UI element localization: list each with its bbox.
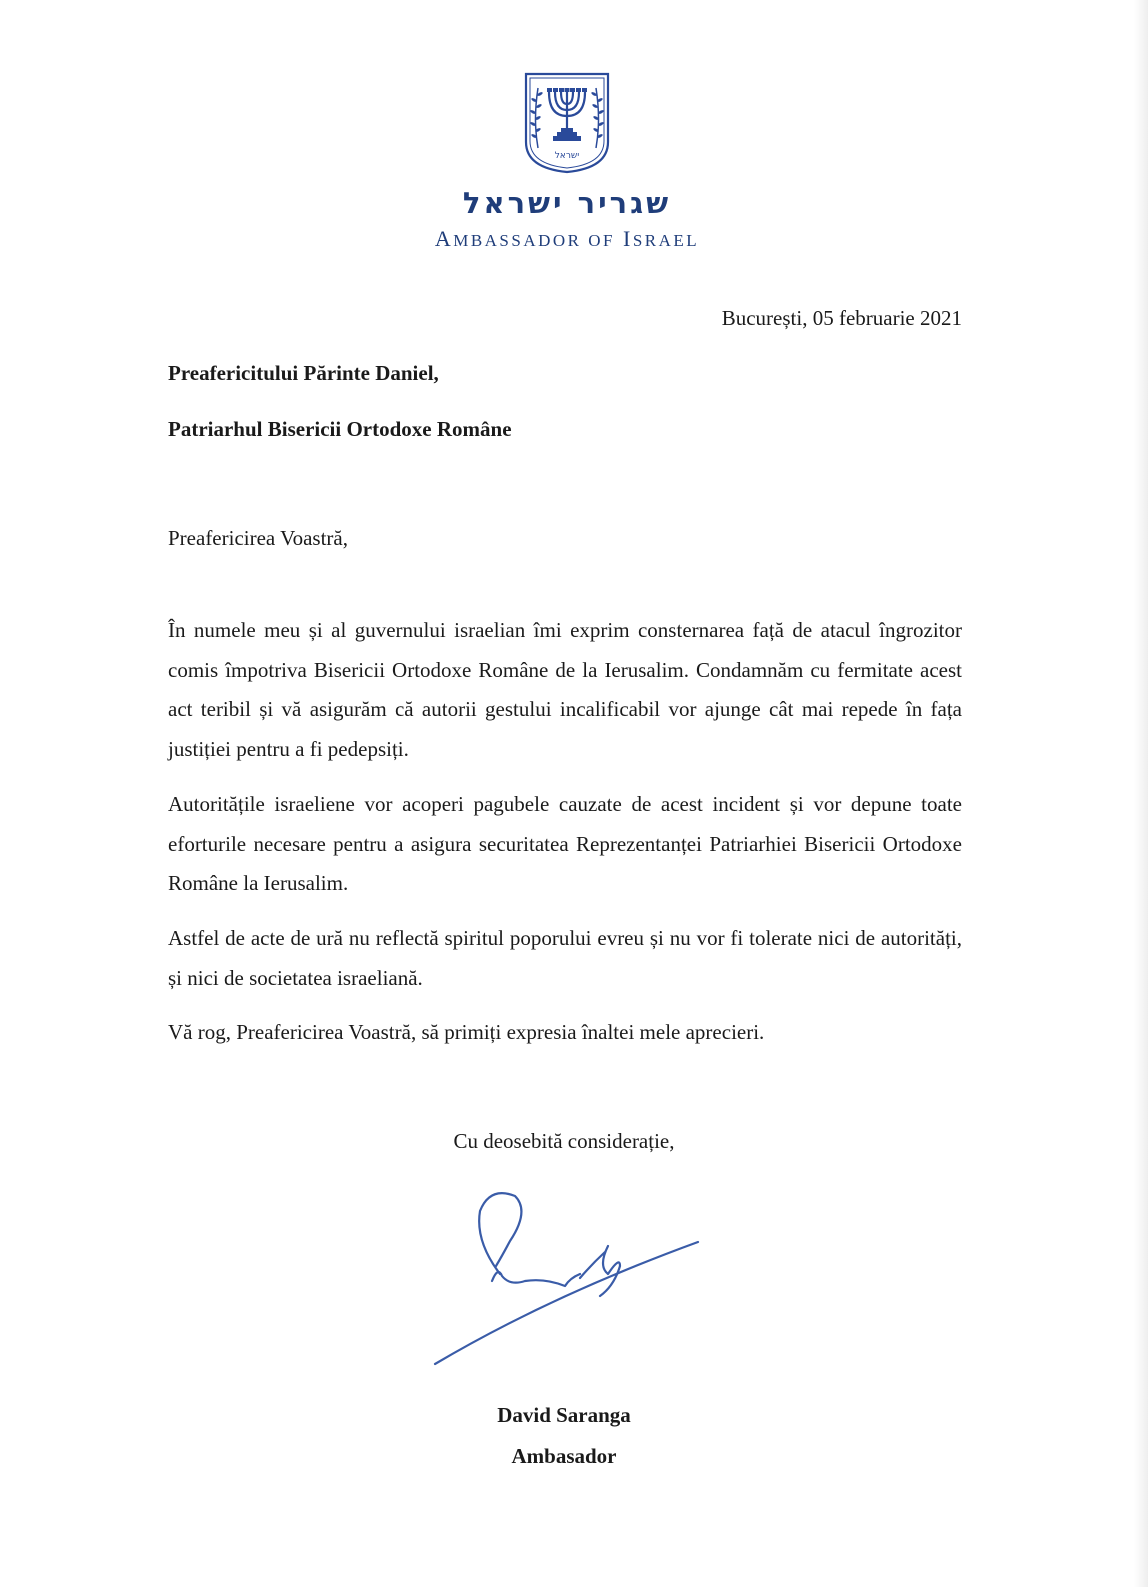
letter-date: București, 05 februarie 2021 (721, 306, 962, 330)
hebrew-letterhead-title: שגריר ישראל (462, 186, 672, 220)
english-title-cap-2: I (623, 226, 633, 251)
recipient-name: Preafericitului Părinte Daniel, (168, 361, 439, 385)
emblem-of-israel-icon (524, 72, 610, 174)
english-title-cap-1: A (434, 226, 454, 251)
english-letterhead-title (0, 226, 1134, 252)
page-edge-shadow (1134, 0, 1148, 1587)
signer-name: David Saranga (497, 1403, 631, 1427)
closing-line: Cu deosebită considerație, (453, 1129, 675, 1153)
body-paragraph-3: Astfel de acte de ură nu reflectă spiritul poporului evreu și nu vor fi tolerate nici de autorități, și nici de societatea israeliană. (168, 926, 962, 990)
body-paragraph-2: Autoritățile israeliene vor acoperi pagubele cauzate de acest incident și vor depune toate eforturile necesare pentru a asigura securitatea Reprezentanței Patriarhiei Bisericii Ortodoxe Române la Ierusalim. (168, 792, 962, 895)
emblem-inscription: ישראל (554, 151, 580, 161)
english-title-rest-1: MBASSADOR OF (453, 231, 615, 250)
signer-role: Ambasador (511, 1444, 617, 1468)
recipient-title: Patriarhul Bisericii Ortodoxe Române (168, 417, 512, 441)
english-title-rest-2: SRAEL (632, 231, 700, 250)
salutation: Preafericirea Voastră, (168, 526, 348, 550)
handwritten-signature (430, 1186, 710, 1371)
body-paragraph-4: Vă rog, Preafericirea Voastră, să primiți expresia înaltei mele aprecieri. (168, 1020, 765, 1044)
body-paragraph-1: În numele meu și al guvernului israelian îmi exprim consternarea față de atacul îngrozitor comis împotriva Bisericii Ortodoxe Române de la Ierusalim. Condamnăm cu fermitate acest act teribil și vă asigurăm că autorii gestului incalificabil vor ajunge cât mai repede în fața justiției pentru a fi pedepsiți. (168, 618, 962, 761)
